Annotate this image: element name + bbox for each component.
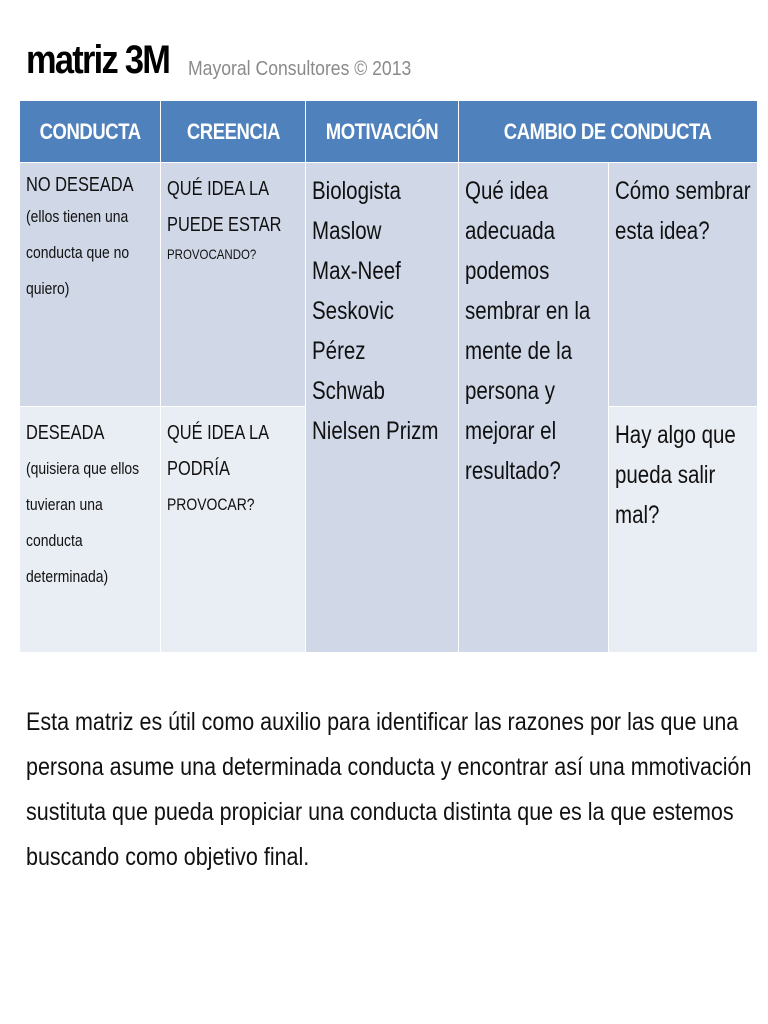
cell-conducta-deseada <box>20 407 160 652</box>
cell-cambio-como-sembrar <box>609 163 757 406</box>
motivacion-item: Nielsen Prizm <box>312 417 439 445</box>
creencia-provocar-small: PROVOCAR? <box>167 495 255 514</box>
creencia-provocando-main: QUÉ IDEA LA PUEDE ESTAR <box>167 178 282 236</box>
cell-cambio-idea-adecuada <box>459 163 608 652</box>
conducta-no-deseada-title: NO DESEADA <box>26 174 134 196</box>
cambio-como-sembrar-text: Cómo sembrar esta idea? <box>615 177 751 245</box>
conducta-no-deseada-detail: (ellos tienen una conducta que no quiero) <box>26 207 130 298</box>
conducta-deseada-detail: (quisiera que ellos tuvieran una conducta determinada) <box>26 459 140 586</box>
matrix-3m-table <box>20 101 757 652</box>
header-cambio-de-conducta: CAMBIO DE CONDUCTA <box>459 101 757 162</box>
cell-creencia-provocar <box>161 407 305 652</box>
header-conducta: CONDUCTA <box>20 101 160 162</box>
matrix-description: Esta matriz es útil como auxilio para identificar las razones por las que una persona asume una determinada conducta y encontrar así una mmotivación sustituta que pueda propiciar una conducta distinta que es la que estemos buscando como objetivo final. <box>26 708 752 871</box>
conducta-deseada-title: DESEADA <box>26 422 105 444</box>
page-title: matriz 3M <box>26 38 170 82</box>
motivacion-item: Schwab <box>312 377 385 405</box>
header-motivacion: MOTIVACIÓN <box>306 101 458 162</box>
cambio-idea-adecuada-text: Qué idea adecuada podemos sembrar en la mente de la persona y mejorar el resultado? <box>465 177 591 485</box>
cell-cambio-algo-mal <box>609 407 757 652</box>
motivacion-item: Maslow <box>312 217 382 245</box>
motivacion-item: Seskovic <box>312 297 395 325</box>
cell-conducta-no-deseada <box>20 163 160 406</box>
motivacion-item: Biologista <box>312 177 401 205</box>
motivacion-item: Pérez <box>312 337 366 365</box>
creencia-provocar-main: QUÉ IDEA LA PODRÍA <box>167 422 269 480</box>
cell-motivacion <box>306 163 458 652</box>
copyright-subtitle: Mayoral Consultores © 2013 <box>188 58 412 80</box>
cambio-algo-mal-text: Hay algo que pueda salir mal? <box>615 421 736 529</box>
creencia-provocando-small: PROVOCANDO? <box>167 246 257 262</box>
motivacion-item: Max-Neef <box>312 257 401 285</box>
header-creencia: CREENCIA <box>161 101 305 162</box>
cell-creencia-provocando <box>161 163 305 406</box>
